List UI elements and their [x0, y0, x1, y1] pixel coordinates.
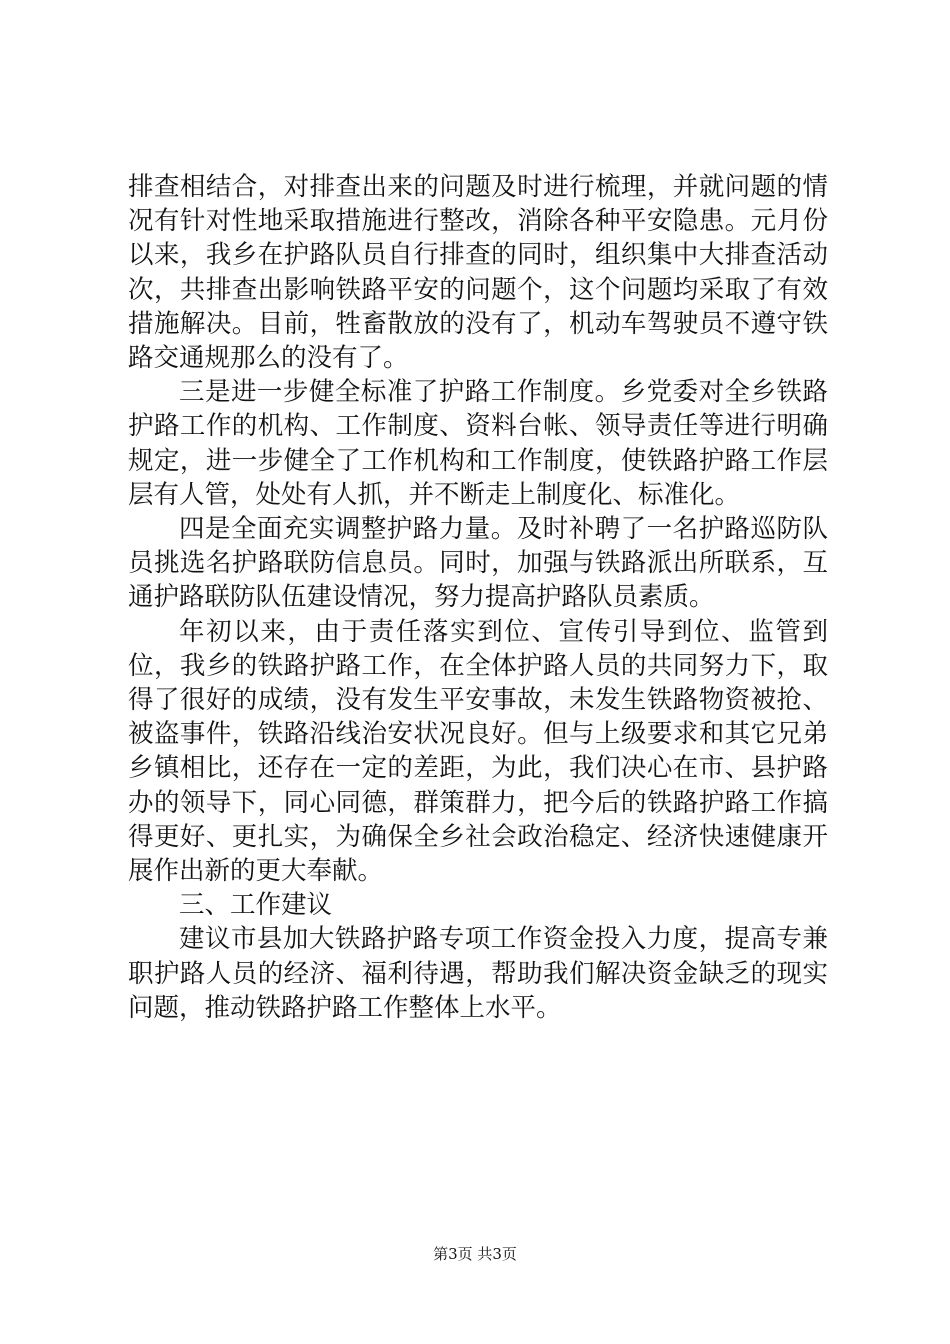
paragraph-system-standards: 三是进一步健全标准了护路工作制度。乡党委对全乡铁路护路工作的机构、工作制度、资料台帐、领导责任等进行明确规定，进一步健全了工作机构和工作制度，使铁路护路工作层层有人管，处处有人抓，并不断走上制度化、标准化。 [128, 377, 828, 510]
section-heading-suggestions: 三、工作建议 [179, 890, 333, 921]
paragraph-suggestion: 建议市县加大铁路护路专项工作资金投入力度，提高专兼职护路人员的经济、福利待遇，帮助我们解决资金缺乏的现实问题，推动铁路护路工作整体上水平。 [128, 924, 828, 1023]
document-body [128, 170, 828, 1025]
paragraph-continuation: 排查相结合，对排查出来的问题及时进行梳理，并就问题的情况有针对性地采取措施进行整改，消除各种平安隐患。元月份以来，我乡在护路队员自行排查的同时，组织集中大排查活动次，共排查出影响铁路平安的问题个，这个问题均采取了有效措施解决。目前，牲畜散放的没有了，机动车驾驶员不遵守铁路交通规那么的没有了。 [128, 172, 828, 374]
page-footer: 第3页 共3页 [433, 1245, 517, 1263]
paragraph-summary: 年初以来，由于责任落实到位、宣传引导到位、监管到位，我乡的铁路护路工作，在全体护路人员的共同努力下，取得了很好的成绩，没有发生平安事故，未发生铁路物资被抢、被盗事件，铁路沿线治安状况良好。但与上级要求和其它兄弟乡镇相比，还存在一定的差距，为此，我们决心在市、县护路办的领导下，同心同德，群策群力，把今后的铁路护路工作搞得更好、更扎实，为确保全乡社会政治稳定、经济快速健康开展作出新的更大奉献。 [128, 616, 828, 887]
paragraph-staffing: 四是全面充实调整护路力量。及时补聘了一名护路巡防队员挑选名护路联防信息员。同时，加强与铁路派出所联系，互通护路联防队伍建设情况，努力提高护路队员素质。 [128, 514, 828, 613]
